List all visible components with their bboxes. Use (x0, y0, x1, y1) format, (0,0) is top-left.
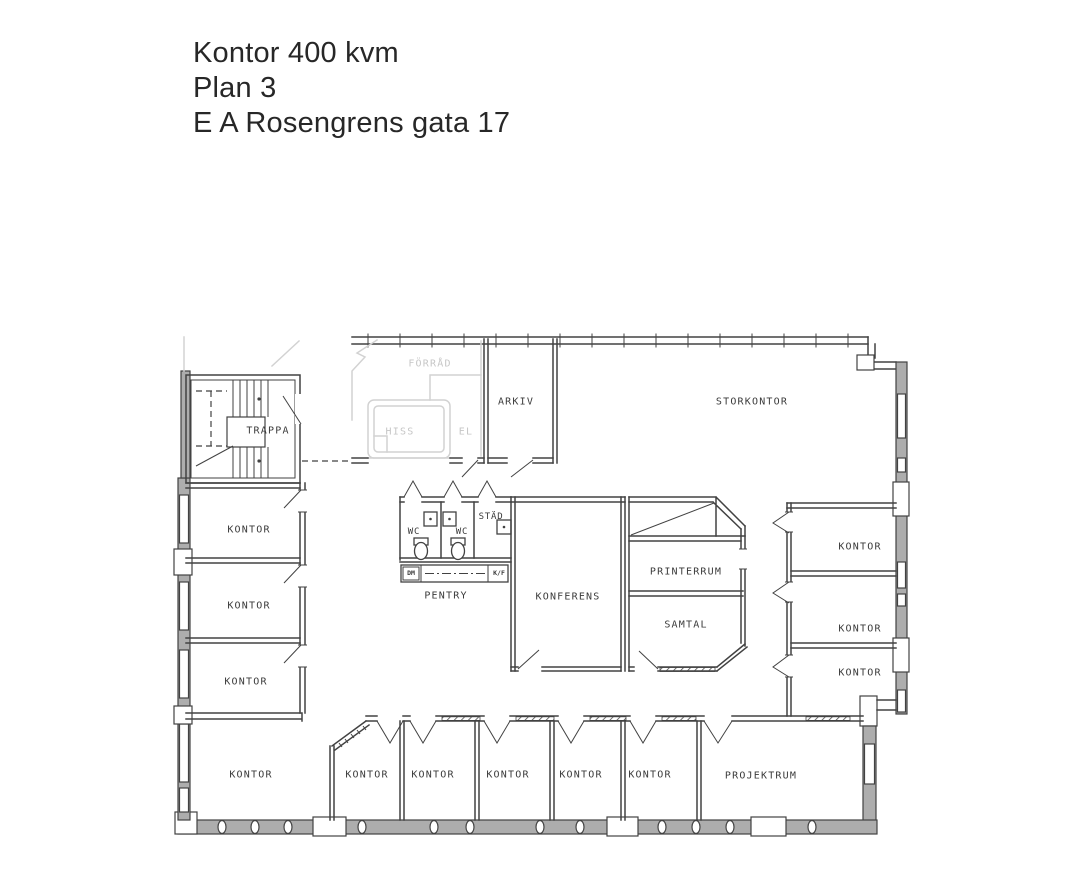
title-line-area: Kontor 400 kvm (193, 37, 399, 69)
room-label-kf: K/F (493, 569, 505, 577)
exterior-walls (174, 334, 909, 837)
room-label-kontor-bottom-4: KONTOR (486, 769, 530, 781)
room-label-kontor-right-1: KONTOR (838, 541, 882, 553)
room-label-samtal: SAMTAL (664, 619, 708, 631)
room-label-kontor-bottom-5: KONTOR (559, 769, 603, 781)
room-label-kontor-right-3: KONTOR (838, 667, 882, 679)
room-label-trappa: TRAPPA (246, 425, 290, 437)
room-label-kontor-left-3: KONTOR (224, 676, 268, 688)
room-label-kontor-bottom-1: KONTOR (229, 769, 273, 781)
title-line-address: E A Rosengrens gata 17 (193, 107, 511, 139)
room-label-kontor-right-2: KONTOR (838, 623, 882, 635)
room-label-kontor-bottom-2: KONTOR (345, 769, 389, 781)
room-label-wc-2: WC (455, 527, 469, 537)
room-label-kontor-left-1: KONTOR (227, 524, 271, 536)
room-label-arkiv: ARKIV (497, 396, 535, 408)
room-label-kontor-left-2: KONTOR (227, 600, 271, 612)
right-office-walls (773, 503, 896, 716)
room-label-hiss: HISS (385, 426, 415, 438)
room-label-kontor-bottom-3: KONTOR (411, 769, 455, 781)
title-line-floor: Plan 3 (193, 72, 277, 104)
printerrum-samtal-walls (629, 497, 748, 672)
room-label-kontor-bottom-6: KONTOR (628, 769, 672, 781)
room-label-konferens: KONFERENS (535, 591, 601, 603)
room-label-wc-1: WC (407, 527, 421, 537)
room-label-stad: STÄD (478, 512, 504, 522)
room-label-projektrum: PROJEKTRUM (724, 770, 798, 782)
room-label-dm: DM (407, 569, 415, 577)
room-label-storkontor: STORKONTOR (715, 396, 789, 408)
konferens-walls (511, 497, 625, 671)
bottom-office-walls (186, 713, 863, 820)
room-label-el: EL (458, 426, 474, 438)
room-label-printerrum: PRINTERRUM (649, 566, 723, 578)
room-label-pentry: PENTRY (424, 590, 468, 602)
room-label-forrad: FÖRRÅD (408, 358, 452, 370)
